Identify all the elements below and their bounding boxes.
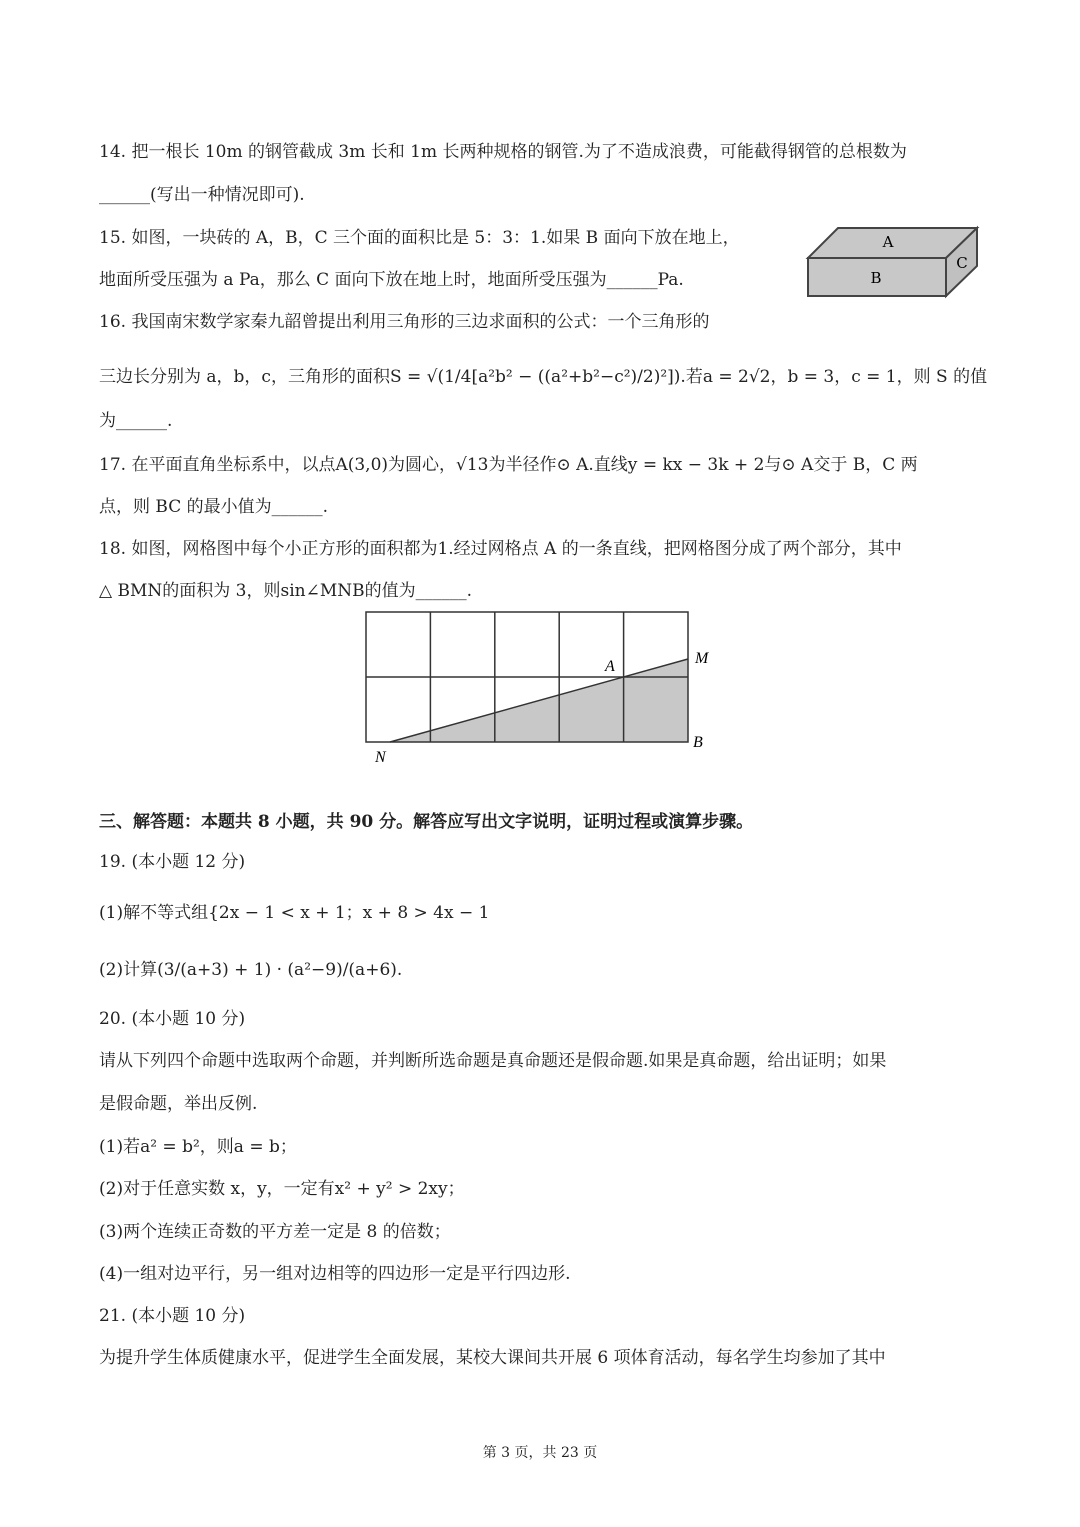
q14-line1: 14. 把一根长 10m 的钢管截成 3m 长和 1m 长两种规格的钢管.为了不造成浪费，可能截得钢管的总根数为	[99, 142, 907, 162]
q20-title: 20. (本小题 10 分)	[99, 1009, 246, 1029]
grid-figure	[355, 605, 725, 770]
grid-label-n: N	[375, 749, 386, 766]
brick-label-b: B	[870, 269, 882, 287]
q21-line1: 为提升学生体质健康水平，促进学生全面发展，某校大课间共开展 6 项体育活动，每名学生均参加了其中	[99, 1348, 886, 1368]
q15-line1: 15. 如图，一块砖的 A，B，C 三个面的面积比是 5：3：1.如果 B 面向下放在地上，	[99, 228, 740, 248]
q19-title: 19. (本小题 12 分)	[99, 852, 246, 872]
q16-line2: 三边长分别为 a，b，c，三角形的面积S = √(1/4[a²b² − ((a²+b²−c²)/2)²]).若a = 2√2，b = 3，c = 1，则 S 的值	[99, 367, 988, 387]
q16-line3: 为______.	[99, 411, 173, 431]
brick-figure	[800, 220, 985, 305]
q19-part1: (1)解不等式组{2x − 1 < x + 1；x + 8 > 4x − 1	[99, 903, 490, 923]
grid-label-m: M	[695, 650, 709, 667]
q17-line1: 17. 在平面直角坐标系中，以点A(3,0)为圆心，√13为半径作⊙ A.直线y = kx − 3k + 2与⊙ A交于 B，C 两	[99, 455, 918, 475]
q20-line2: 是假命题，举出反例.	[99, 1094, 258, 1114]
grid-label-a: A	[605, 658, 615, 675]
q18-line2: △ BMN的面积为 3，则sin∠MNB的值为______.	[99, 581, 473, 601]
q15-line2: 地面所受压强为 a Pa，那么 C 面向下放在地上时，地面所受压强为______Pa.	[99, 270, 684, 290]
q20-prop4: (4)一组对边平行，另一组对边相等的四边形一定是平行四边形.	[99, 1264, 571, 1284]
page-footer: 第 3 页，共 23 页	[482, 1445, 598, 1461]
q20-prop1: (1)若a² = b²，则a = b；	[99, 1137, 297, 1157]
q14-line2: ______(写出一种情况即可).	[99, 185, 305, 205]
q17-line2: 点，则 BC 的最小值为______.	[99, 497, 329, 517]
section-heading: 三、解答题：本题共 8 小题，共 90 分。解答应写出文字说明，证明过程或演算步骤。	[99, 812, 754, 832]
grid-label-b: B	[693, 734, 703, 751]
q16-line1: 16. 我国南宋数学家秦九韶曾提出利用三角形的三边求面积的公式：一个三角形的	[99, 312, 710, 332]
q19-part2: (2)计算(3/(a+3) + 1) · (a²−9)/(a+6).	[99, 960, 403, 980]
q20-prop2: (2)对于任意实数 x，y，一定有x² + y² > 2xy；	[99, 1179, 465, 1199]
brick-label-c: C	[956, 254, 968, 272]
q18-line1: 18. 如图，网格图中每个小正方形的面积都为1.经过网格点 A 的一条直线，把网格图分成了两个部分，其中	[99, 539, 902, 559]
q21-title: 21. (本小题 10 分)	[99, 1306, 246, 1326]
q20-prop3: (3)两个连续正奇数的平方差一定是 8 的倍数；	[99, 1222, 451, 1242]
q20-line1: 请从下列四个命题中选取两个命题，并判断所选命题是真命题还是假命题.如果是真命题，给出证明；如果	[99, 1051, 887, 1071]
brick-label-a: A	[882, 233, 894, 251]
